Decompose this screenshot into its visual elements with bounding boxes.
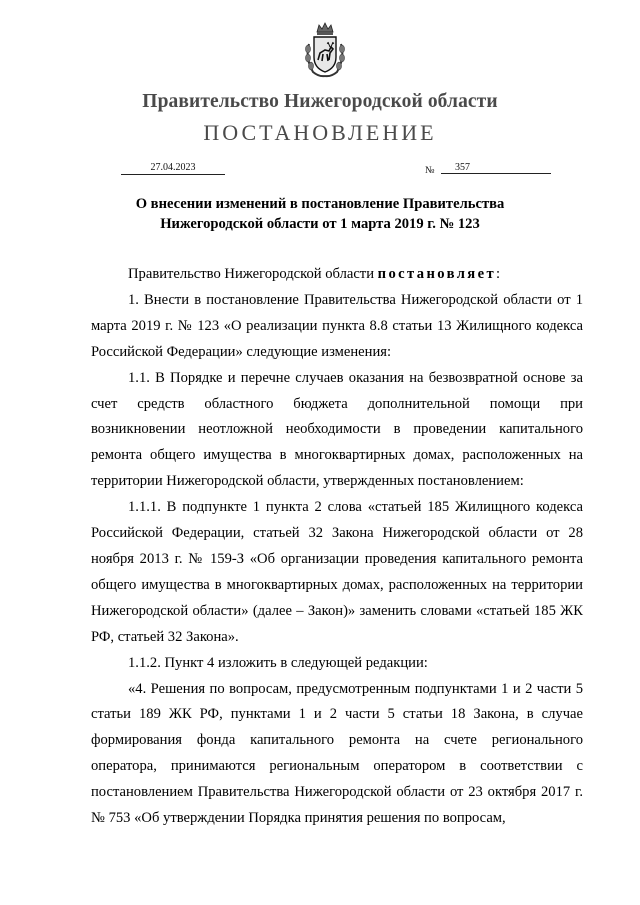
preamble-end: : [496, 266, 501, 282]
subject-line-1: О внесении изменений в постановление Правительства [135, 196, 505, 212]
paragraph: 1.1.2. Пункт 4 изложить в следующей редакции: [128, 654, 428, 671]
paragraph: 1. Внести в постановление Правительства Нижегородской области от 1 марта 2019 г. № 123 «О реализации пункта 8.8 статьи 13 Жилищного кодекса Российской Федерации» следующие изменения: [91, 291, 583, 360]
preamble-verb: постановляет [377, 266, 497, 282]
document-type: ПОСТАНОВЛЕНИЕ [203, 120, 437, 145]
coat-of-arms-icon [303, 22, 347, 78]
document-date [121, 162, 225, 175]
subject-line-2: Нижегородской области от 1 марта 2019 г. № 123 [160, 216, 480, 232]
document-body [91, 262, 583, 832]
paragraph: 1.1. В Порядке и перечне случаев оказания на безвозвратной основе за счет средств областного бюджета дополнительной помощи при возникновении неотложной необходимости в проведении капитального ремонта общего имущества в многоквартирных домах, расположенных на территории Нижегородской области, утвержденных постановлением: [91, 369, 583, 490]
paragraph: «4. Решения по вопросам, предусмотренным подпунктами 1 и 2 части 5 статьи 189 ЖК РФ, пунктами 1 и 2 части 5 статьи 18 Закона, в случае формирования фонда капитального ремонта на счете регионального оператора, принимаются региональным оператором в соответствии с постановлением Правительства Нижегородской области от 23 октября 2017 г. № 753 «Об утверждении Порядка принятия решения по вопросам, [91, 680, 583, 827]
preamble [91, 262, 583, 288]
government-title: Правительство Нижегородской области [142, 91, 498, 112]
date-value: 27.04.2023 [121, 162, 225, 175]
document-subject [100, 194, 540, 234]
preamble-start: Правительство Нижегородской области [128, 266, 378, 282]
paragraph: 1.1.1. В подпункте 1 пункта 2 слова «статьей 185 Жилищного кодекса Российской Федерации, статьей 32 Закона Нижегородской области от 28 ноября 2013 г. № 159-З «Об организации проведения капитального ремонта общего имущества в многоквартирных домах, расположенных на территории Нижегородской области» (далее – Закон)» заменить словами «статьей 185 ЖК РФ, статьей 32 Закона». [91, 499, 583, 645]
number-sign: № [425, 165, 435, 176]
number-value: 357 [441, 162, 551, 174]
